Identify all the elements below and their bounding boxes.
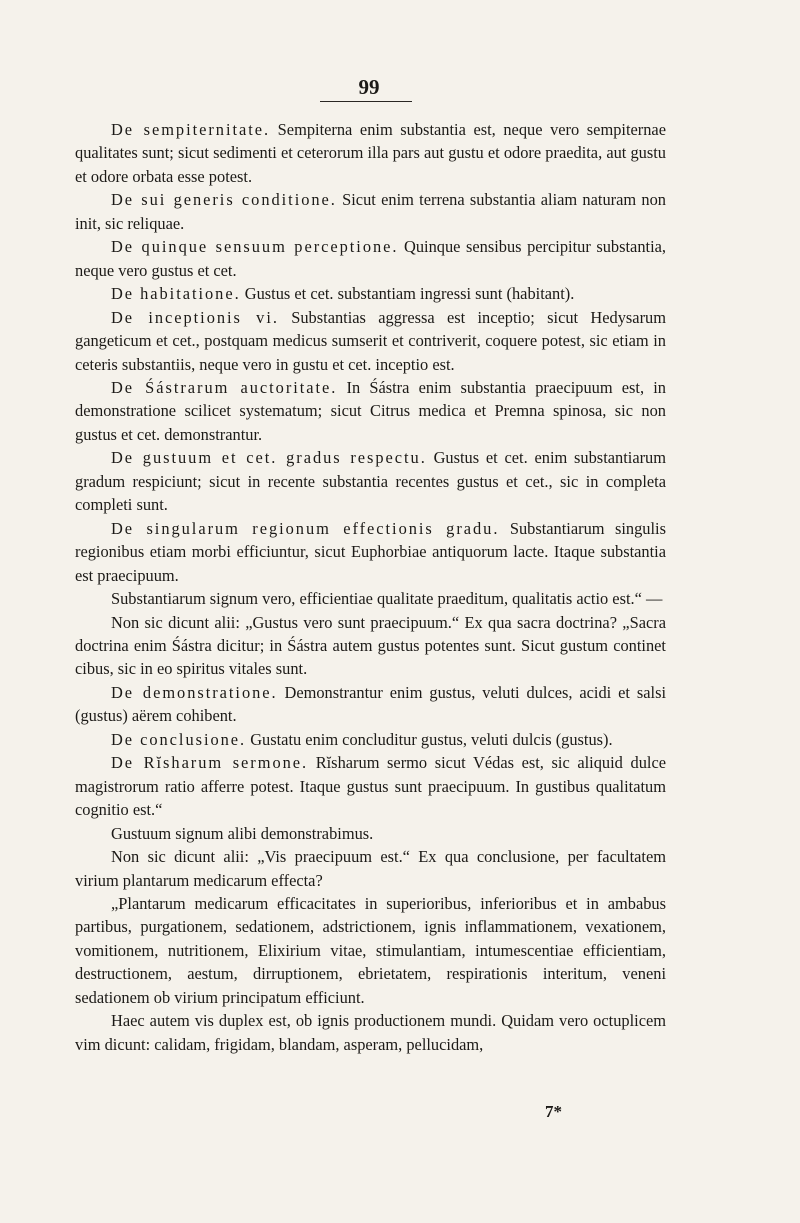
paragraph <box>75 188 666 235</box>
signature-mark: 7* <box>545 1102 562 1121</box>
paragraph <box>75 446 666 516</box>
paragraph <box>75 681 666 728</box>
paragraph <box>75 728 666 751</box>
paragraph-text: Haec autem vis duplex est, ob ignis productionem mundi. Quidam vero octuplicem vim dicunt: calidam, frigidam, blandam, asperam, pellucidam, <box>75 1011 666 1054</box>
paragraph-text: Substantias aggressa est inceptio; sicut Hedysarum gangeticum et cet., postquam medicus sumserit et contriverit, coquere potest, sic etiam in ceteris substantiis, neque vero in gustu et cet. inceptio est. <box>75 307 666 374</box>
paragraph-heading: De singularum regionum effectionis gradu. <box>111 518 500 538</box>
paragraph-text: Non sic dicunt alii: „Vis praecipuum est.“ Ex qua conclusione, per facultatem virium plantarum medicarum effecta? <box>75 847 666 890</box>
paragraph-heading: De inceptionis vi. <box>111 307 279 327</box>
paragraph <box>75 611 666 681</box>
paragraph-text: Gustatu enim concluditur gustus, veluti dulcis (gustus). <box>246 729 613 749</box>
paragraph-heading: De conclusione. <box>111 729 247 749</box>
page-number: 99 <box>358 75 380 99</box>
paragraph-text: Substantiarum singulis regionibus etiam morbi efficiuntur, sicut Euphorbiae antiquorum lacte. Itaque substantia est praecipuum. <box>75 518 666 585</box>
paragraph-heading: De quinque sensuum perceptione. <box>111 237 399 257</box>
paragraph-heading: De gustuum et cet. gradus respectu. <box>111 448 427 468</box>
paragraph-heading: De habitatione. <box>111 284 241 304</box>
paragraph <box>75 306 666 376</box>
paragraph <box>75 235 666 282</box>
paragraph-heading: De sui generis conditione. <box>111 190 337 210</box>
paragraph <box>75 845 666 892</box>
paragraph <box>75 517 666 587</box>
paragraph-text: Gustus et cet. enim substantiarum gradum respiciunt; sicut in recente substantia recentes gustus et cet., sic in completa completi sunt. <box>75 448 666 515</box>
paragraph-text: Rĭsharum sermo sicut Védas est, sic aliquid dulce magistrorum ratio afferre potest. Itaque gustus sunt praecipuum. In gustibus qualitatum cognitio est.“ <box>75 753 666 820</box>
paragraph-heading: De demonstratione. <box>111 682 278 702</box>
paragraph <box>75 118 666 188</box>
paragraph-heading: De sempiternitate. <box>111 120 271 139</box>
paragraph-text: Demonstrantur enim gustus, veluti dulces, acidi et salsi (gustus) aërem cohibent. <box>75 682 666 726</box>
paragraph <box>75 587 666 610</box>
paragraph-text: Gustus et cet. substantiam ingressi sunt (habitant). <box>240 284 575 304</box>
paragraph-text: Gustuum signum alibi demonstrabimus. <box>111 823 374 843</box>
paragraph <box>75 822 666 845</box>
body-text <box>75 118 666 1056</box>
paragraph <box>75 376 666 446</box>
paragraph-text: Substantiarum signum vero, efficientiae qualitate praeditum, qualitatis actio est.“ — <box>111 589 663 609</box>
paragraph-heading: De Rĭsharum sermone. <box>111 753 309 773</box>
page-number-rule <box>320 101 412 102</box>
paragraph-text: Sicut enim terrena substantia aliam naturam non init, sic reliquae. <box>75 190 666 233</box>
paragraph <box>75 892 666 1009</box>
paragraph <box>75 751 666 821</box>
paragraph-text: In Śástra enim substantia praecipuum est, in demonstratione scilicet systematum; sicut Citrus medica et Premna spinosa, sic non gustus et cet. demonstrantur. <box>75 377 666 444</box>
paragraph-text: Quinque sensibus percipitur substantia, neque vero gustus et cet. <box>75 237 666 280</box>
paragraph-text: „Plantarum medicarum efficacitates in superioribus, inferioribus et in ambabus partibus, purgationem, sedationem, adstrictionem, ignis inflammationem, vexationem, vomitionem, nutritionem, Elixirium vitae, stimulantiam, intumescentiae efficientiam, destructionem, aestum, dirruptionem, ebrietatem, respirationis interitum, veneni sedationem ob virium principatum efficiunt. <box>75 893 666 1007</box>
paragraph-heading: De Śástrarum auctoritate. <box>111 377 338 397</box>
paragraph-text: Non sic dicunt alii: „Gustus vero sunt praecipuum.“ Ex qua sacra doctrina? „Sacra doctrina enim Śástra dicitur; in Śástra autem gustus potentes sunt. Sicut gustum continet cibus, sic in eo spiritus vitales sunt. <box>75 612 666 679</box>
paragraph <box>75 282 666 305</box>
paragraph-text: Sempiterna enim substantia est, neque vero sempiternae qualitates sunt; sicut sedimenti et ceterorum illa pars aut gustu et odore praedita, aut gustu et odore orbata esse potest. <box>75 120 666 186</box>
paragraph <box>75 1009 666 1056</box>
